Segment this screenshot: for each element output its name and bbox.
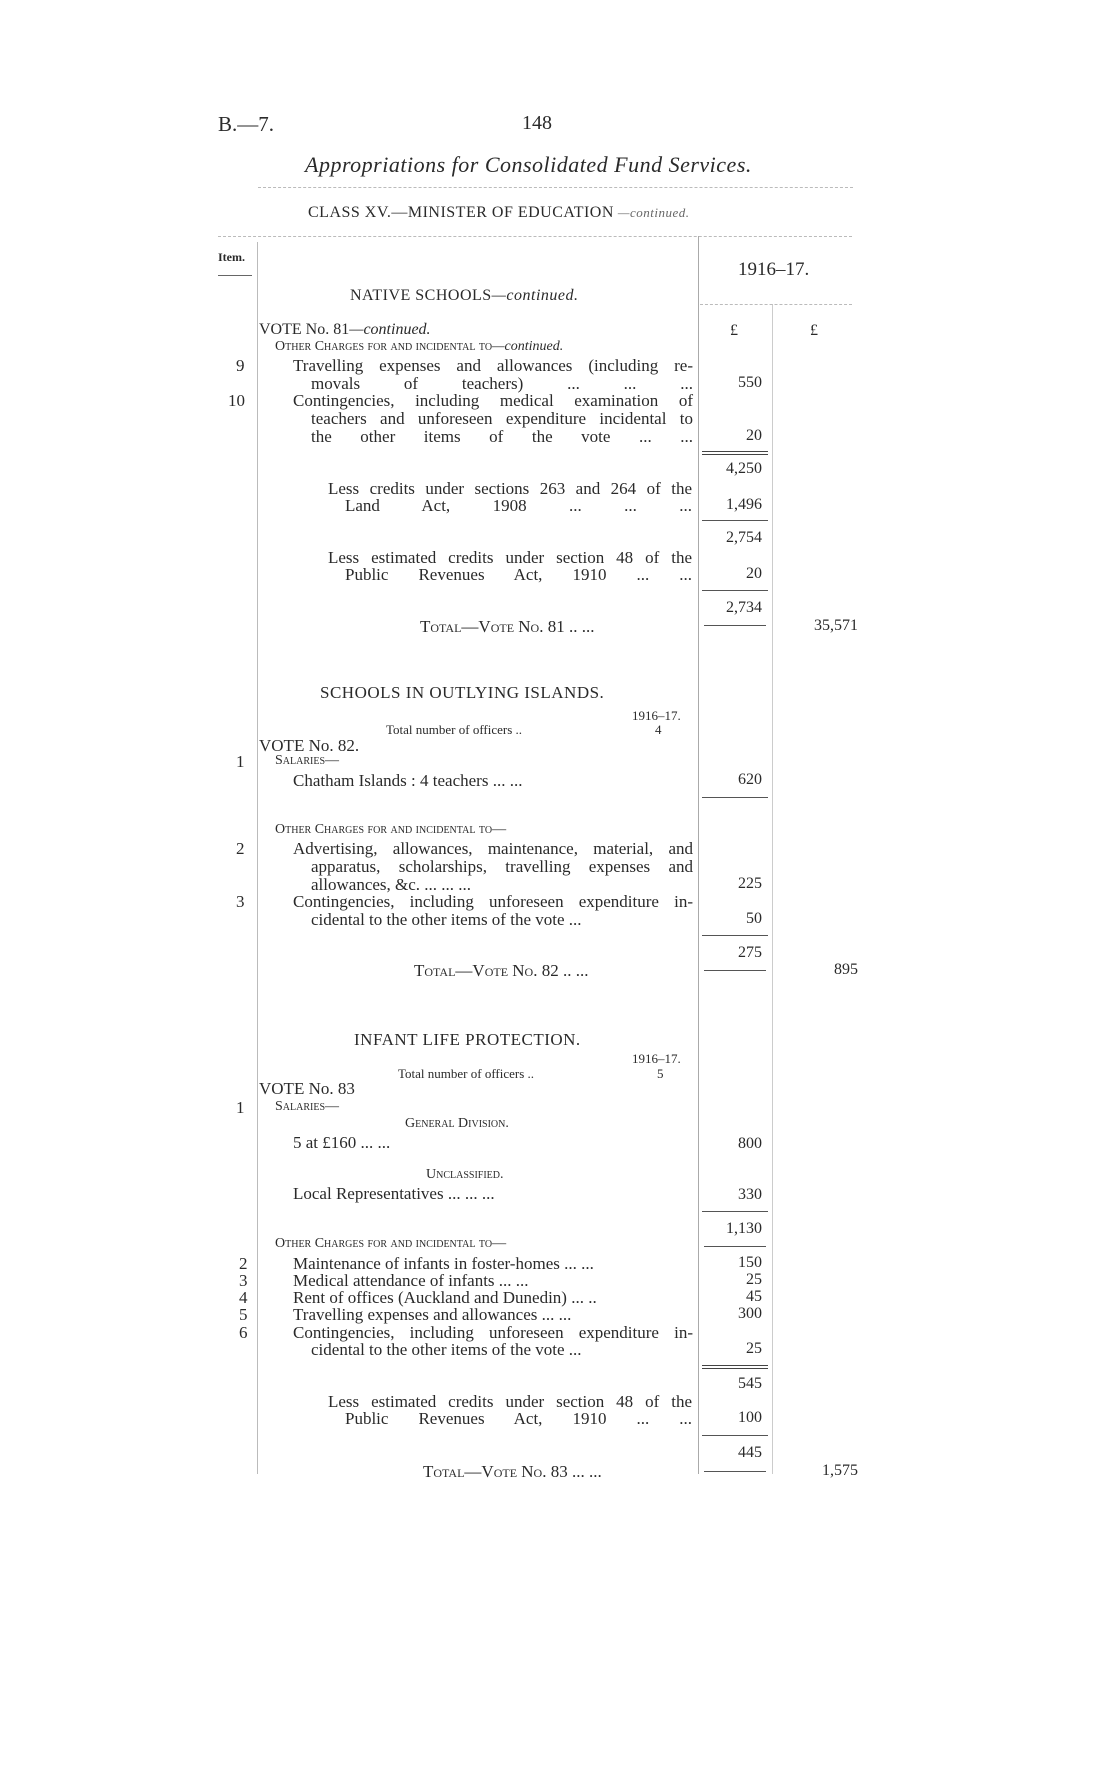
item-number: 3 <box>236 892 245 911</box>
salary-line: Chatham Islands : 4 teachers ... ... <box>293 771 523 790</box>
item-description-cont: cidental to the other items of the vote ... <box>311 1340 582 1359</box>
less-estimated-credits-line: Less estimated credits under section 48 of the <box>328 548 692 567</box>
unclassified-amount: 330 <box>738 1186 762 1203</box>
item-column-divider <box>257 242 258 1474</box>
less-estimated-credits-line-cont: Public Revenues Act, 1910 ... ... <box>345 565 692 584</box>
item-number: 6 <box>239 1323 248 1342</box>
less-estimated-credits-line: Less estimated credits under section 48 of the <box>328 1392 692 1411</box>
item-amount: 150 <box>738 1254 762 1271</box>
item-header-rule <box>218 275 252 276</box>
item-description-cont: allowances, &c. ... ... ... <box>311 875 472 894</box>
item-number: 4 <box>239 1288 248 1307</box>
item-description-cont: apparatus, scholarships, travelling expenses and <box>311 857 693 876</box>
total-rule <box>704 625 766 626</box>
item-number: 3 <box>239 1271 248 1290</box>
native-schools-heading-text: NATIVE SCHOOLS <box>350 287 492 304</box>
item-description: Advertising, allowances, maintenance, material, and <box>293 839 693 858</box>
text-column-divider <box>698 236 699 1474</box>
item-description-cont: movals of teachers) ... ... ... <box>311 374 693 393</box>
item-description-cont: teachers and unforeseen expenditure incidental to <box>311 409 693 428</box>
unclassified-heading: Unclassified. <box>426 1167 504 1182</box>
pound-symbol-inner: £ <box>730 322 738 339</box>
table-top-rule <box>218 236 852 237</box>
page-number: 148 <box>522 112 552 134</box>
unclassified-line: Local Representatives ... ... ... <box>293 1184 495 1203</box>
item-description-cont: cidental to the other items of the vote ... <box>311 910 582 929</box>
vote-81-heading <box>259 321 431 339</box>
document-reference: B.—7. <box>218 112 275 136</box>
sum-rule <box>702 451 768 455</box>
infant-other-charges-heading: Other Charges for and incidental to— <box>275 1236 507 1251</box>
vote-81-total-label: Total—Vote No. 81 .. ... <box>420 617 595 636</box>
native-other-charges-cont: —continued. <box>492 339 564 354</box>
item-description: Contingencies, including medical examination of <box>293 391 693 410</box>
less-estimated-credits-amount: 20 <box>746 565 762 582</box>
officers-count: 5 <box>657 1066 664 1081</box>
less-credits-amount: 1,496 <box>726 496 762 513</box>
item-amount: 25 <box>746 1340 762 1357</box>
item-description: Rent of offices (Auckland and Dunedin) ... .. <box>293 1288 597 1307</box>
vote-83-heading: VOTE No. 83 <box>259 1079 355 1098</box>
general-division-amount: 800 <box>738 1135 762 1152</box>
sum-rule <box>702 520 768 521</box>
less-credits-line: Less credits under sections 263 and 264 of the <box>328 479 692 498</box>
item-column-header: Item. <box>218 250 245 264</box>
native-schools-heading <box>350 287 579 305</box>
outlying-other-charges-heading: Other Charges for and incidental to— <box>275 822 507 837</box>
general-division-line: 5 at £160 ... ... <box>293 1133 391 1152</box>
officers-year: 1916–17. <box>632 1051 681 1066</box>
item-amount: 25 <box>746 1271 762 1288</box>
less-credits-line-cont: Land Act, 1908 ... ... ... <box>345 496 692 515</box>
salary-amount: 620 <box>738 771 762 788</box>
sum-rule <box>702 590 768 591</box>
infant-life-protection-heading: INFANT LIFE PROTECTION. <box>354 1030 581 1049</box>
salaries-heading: Salaries— <box>275 1099 340 1114</box>
item-amount: 45 <box>746 1288 762 1305</box>
native-other-charges-heading <box>275 339 563 355</box>
item-amount: 50 <box>746 910 762 927</box>
salaries-heading: Salaries— <box>275 753 340 768</box>
officers-label: Total number of officers .. <box>386 722 523 737</box>
item-amount: 550 <box>738 374 762 391</box>
less-estimated-credits-line-cont: Public Revenues Act, 1910 ... ... <box>345 1409 692 1428</box>
infant-subtotal: 545 <box>738 1375 762 1392</box>
vote-81-total-amount: 35,571 <box>814 617 858 634</box>
item-amount: 20 <box>746 427 762 444</box>
sum-rule <box>702 1365 768 1369</box>
sum-rule <box>702 935 768 936</box>
item-amount: 225 <box>738 875 762 892</box>
year-column-header: 1916–17. <box>738 259 810 280</box>
item-number: 2 <box>236 839 245 858</box>
sum-rule <box>704 1246 766 1247</box>
item-number: 5 <box>239 1305 248 1324</box>
outlying-islands-heading: SCHOOLS IN OUTLYING ISLANDS. <box>320 683 605 702</box>
native-net: 2,734 <box>726 599 762 616</box>
sum-rule <box>702 797 768 798</box>
native-subtotal: 4,250 <box>726 460 762 477</box>
less-estimated-credits-amount: 100 <box>738 1409 762 1426</box>
officers-label: Total number of officers .. <box>398 1066 535 1081</box>
year-header-rule <box>700 304 852 305</box>
item-number: 1 <box>236 1098 245 1117</box>
item-description: Travelling expenses and allowances (including re- <box>293 356 693 375</box>
item-number: 10 <box>228 391 245 410</box>
sum-rule <box>702 1211 768 1212</box>
class-heading-continued: —continued. <box>617 205 690 220</box>
item-description: Contingencies, including unforeseen expenditure in- <box>293 892 693 911</box>
vote-82-total-label: Total—Vote No. 82 .. ... <box>414 961 589 980</box>
salaries-total: 1,130 <box>726 1220 762 1237</box>
officers-count: 4 <box>655 722 662 737</box>
item-amount: 300 <box>738 1305 762 1322</box>
item-number: 2 <box>239 1254 248 1273</box>
amount-column-divider <box>772 304 773 1474</box>
item-description: Maintenance of infants in foster-homes ... ... <box>293 1254 594 1273</box>
vote-82-heading: VOTE No. 82. <box>259 736 360 755</box>
outlying-subtotal: 275 <box>738 944 762 961</box>
native-schools-heading-cont: —continued. <box>491 287 579 304</box>
total-rule <box>704 970 766 971</box>
item-description: Travelling expenses and allowances ... ... <box>293 1305 572 1324</box>
item-description-cont: the other items of the vote ... ... <box>311 427 693 446</box>
officers-year: 1916–17. <box>632 708 681 723</box>
general-division-heading: General Division. <box>405 1116 509 1131</box>
class-heading <box>308 204 689 222</box>
vote-83-total-amount: 1,575 <box>822 1462 858 1479</box>
title-rule <box>258 187 853 188</box>
sum-rule <box>702 1435 768 1436</box>
item-number: 9 <box>236 356 245 375</box>
item-description: Medical attendance of infants ... ... <box>293 1271 529 1290</box>
vote-82-total-amount: 895 <box>834 961 858 978</box>
item-number: 1 <box>236 752 245 771</box>
item-description: Contingencies, including unforeseen expenditure in- <box>293 1323 693 1342</box>
native-subtotal-2: 2,754 <box>726 529 762 546</box>
total-rule <box>704 1471 766 1472</box>
native-other-charges-label: Other Charges for and incidental to <box>275 339 493 354</box>
page-title: Appropriations for Consolidated Fund Services. <box>305 152 752 177</box>
vote-81-label: VOTE No. 81 <box>259 321 350 338</box>
infant-net: 445 <box>738 1444 762 1461</box>
class-heading-main: CLASS XV.—MINISTER OF EDUCATION <box>308 204 614 221</box>
pound-symbol-outer: £ <box>810 322 818 339</box>
vote-83-total-label: Total—Vote No. 83 ... ... <box>423 1462 602 1481</box>
vote-81-cont: —continued. <box>349 321 431 338</box>
